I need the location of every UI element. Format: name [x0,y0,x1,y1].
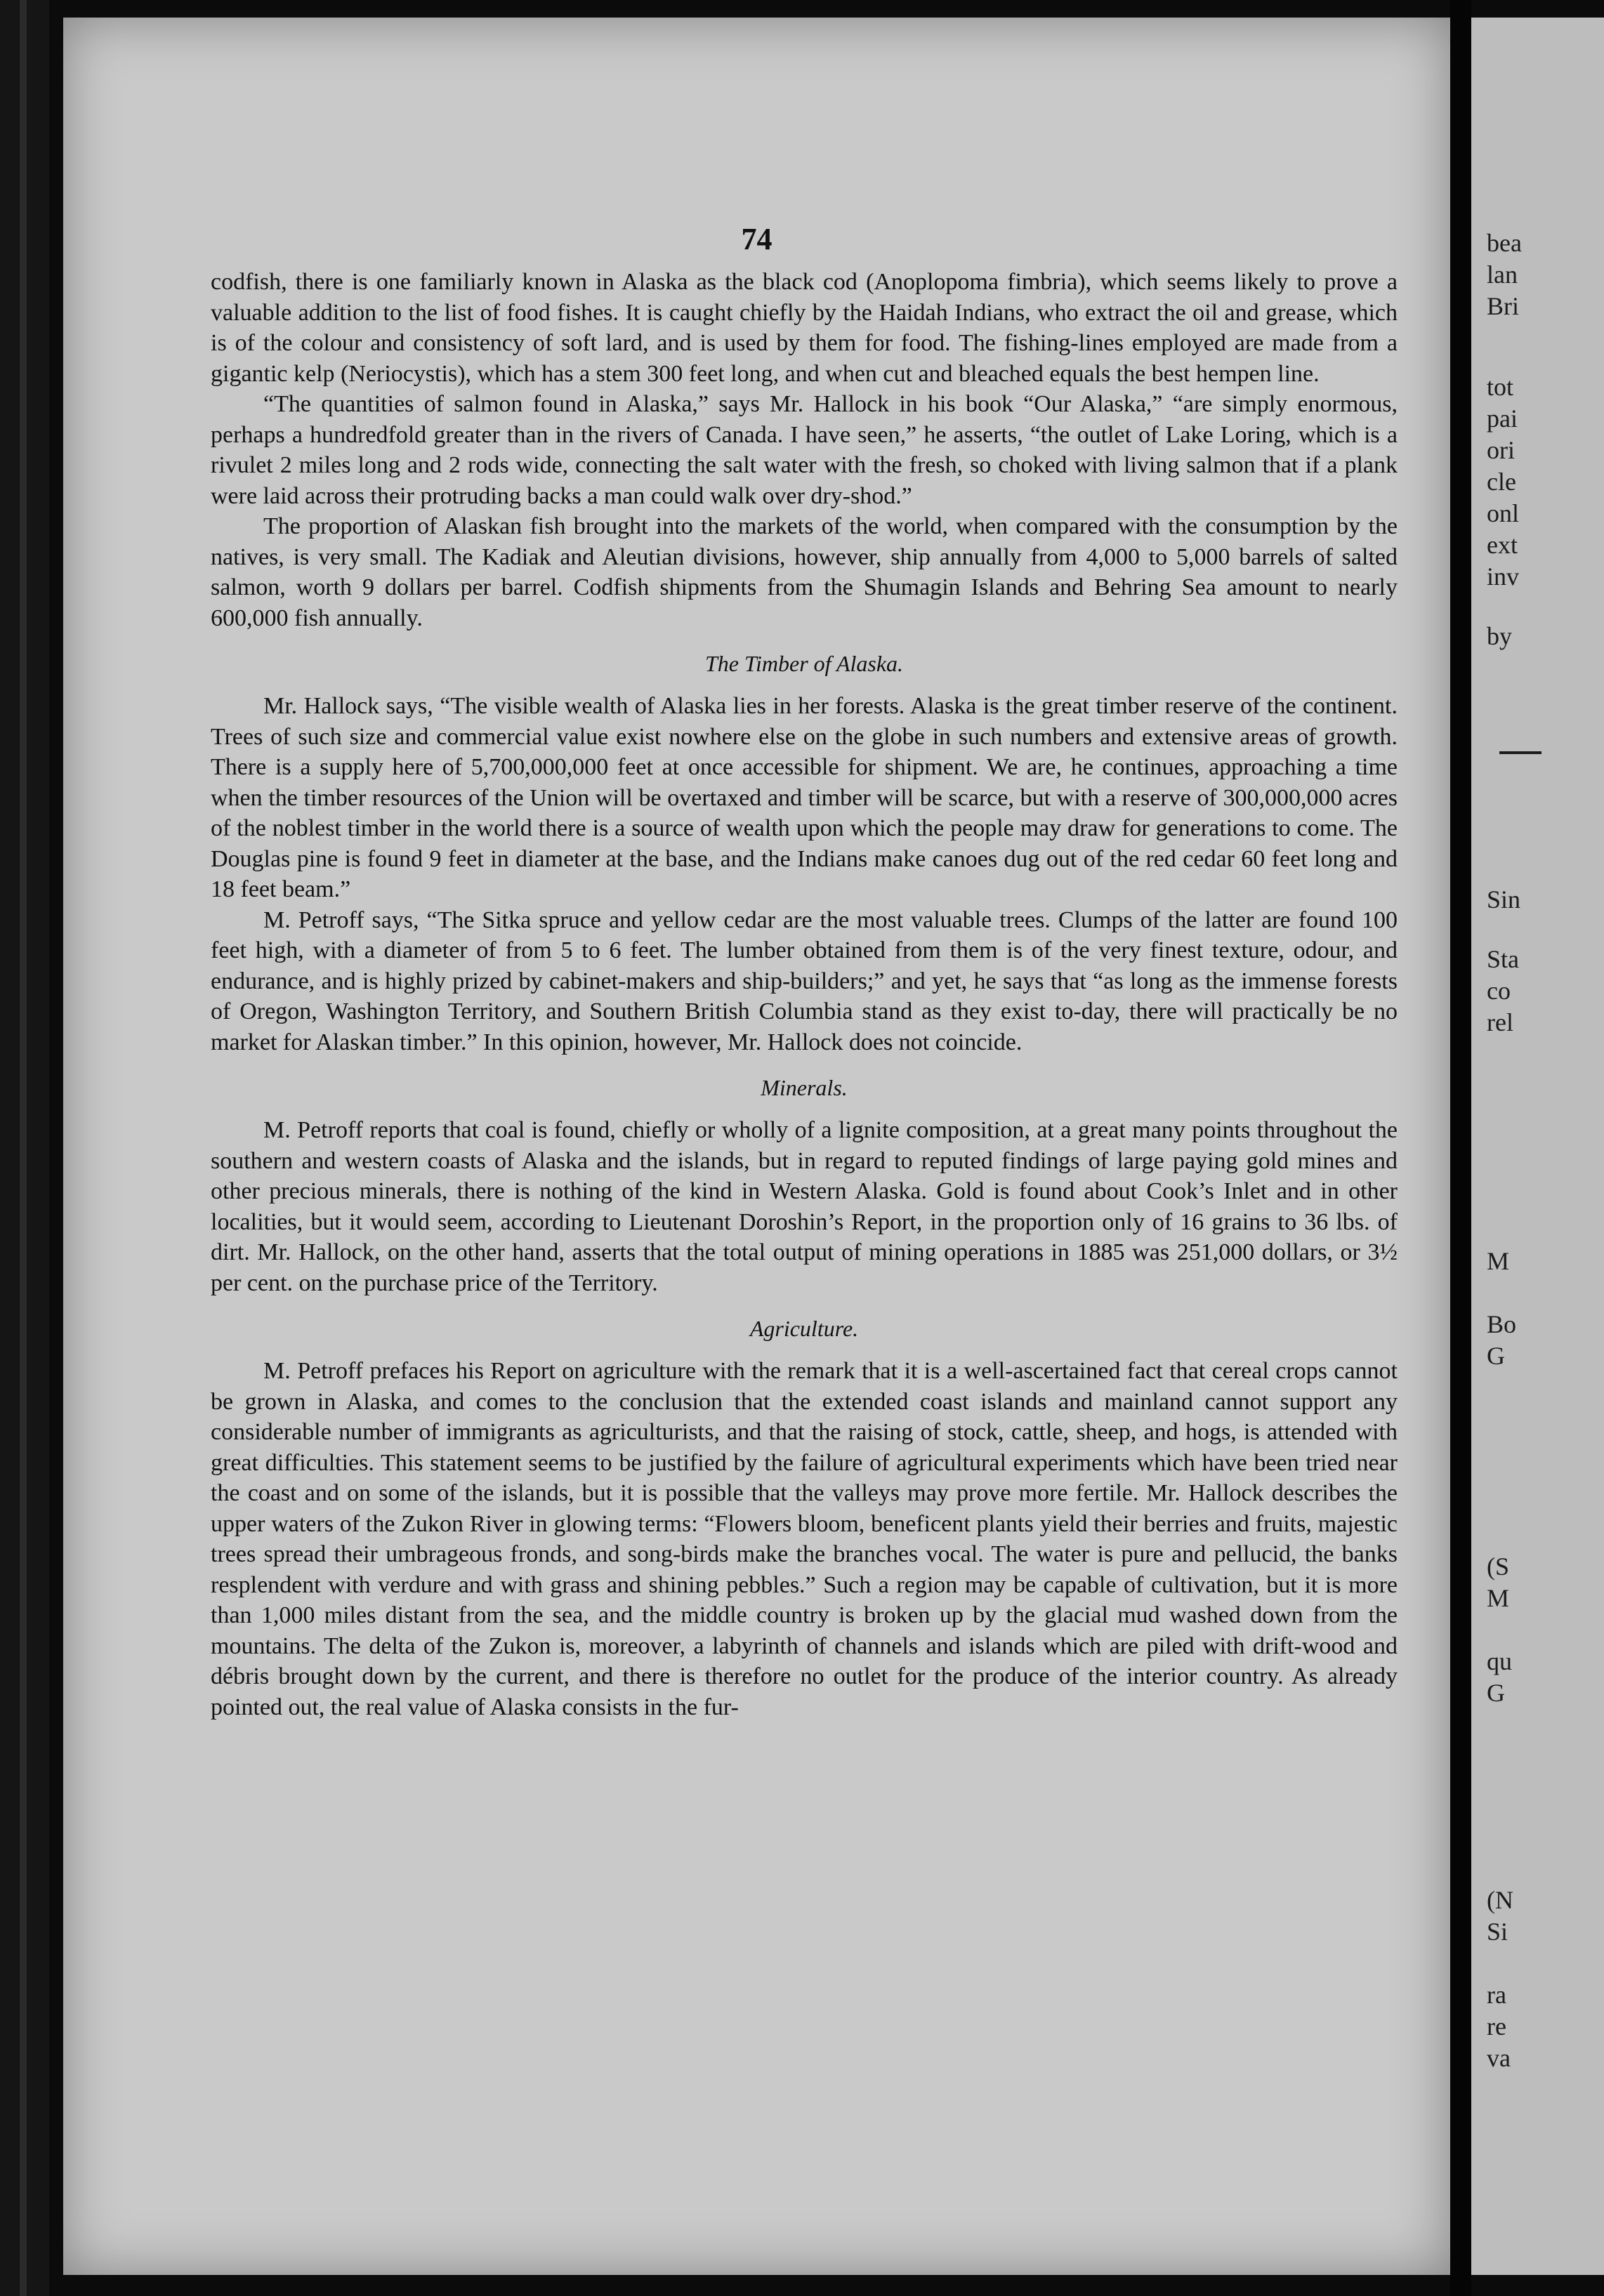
facing-fragment: M [1487,1247,1510,1275]
facing-fragment: va [1487,2044,1511,2072]
facing-fragment: ori [1487,436,1515,464]
section-minerals [211,1073,1398,1298]
section-agriculture [211,1314,1398,1722]
page-number: 74 [741,222,773,256]
paragraph: M. Petroff reports that coal is found, chiefly or wholly of a lignite composition, at a great many points throughout the southern and western coasts of Alaska and the islands, but in regard to reputed findings of large paying gold mines and other precious minerals, there is nothing of the kind in Western Alaska. Gold is found about Cook’s Inlet and in other localities, but it would seem, according to Lieutenant Doroshin’s Report, in the proportion only of 16 grains to 36 lbs. of dirt. Mr. Hallock, on the other hand, asserts that the total output of mining operations in 1885 was 251,000 dollars, or 3½ per cent. on the purchase price of the Territory. [211,1117,1398,1296]
section-heading: Minerals. [761,1075,848,1100]
facing-fragment: Si [1487,1918,1508,1946]
section-heading: The Timber of Alaska. [704,651,904,676]
facing-fragment: G [1487,1679,1505,1707]
section-fish [211,267,1398,633]
paragraph: The proportion of Alaskan fish brought into the markets of the world, when compared with the consumption by the natives, is very small. The Kadiak and Aleutian divisions, however, ship annually from 4,000 to 5,000 barrels of salted salmon, worth 9 dollars per barrel. Codfish shipments from the Shumagin Islands and Behring Sea amount to nearly 600,000 fish annually. [211,513,1398,631]
facing-fragment: onl [1487,499,1520,527]
facing-fragment: G [1487,1342,1505,1370]
facing-fragment: cle [1487,468,1516,496]
facing-fragment: Bri [1487,292,1520,320]
facing-fragment: M [1487,1584,1510,1612]
paragraph: codfish, there is one familiarly known in Alaska as the black cod (Anoplopoma fimbria), which seems likely to prove a valuable addition to the list of food fishes. It is caught chiefly by the Haidah Indians, who extract the oil and grease, which is of the colour and consistency of soft lard, and is used by them for food. The fishing-lines employed are made from a gigantic kelp (Neriocystis), which has a stem 300 feet long, and when cut and bleached equals the best hempen line. [211,269,1398,387]
section-timber [211,649,1398,1057]
facing-fragment: co [1487,977,1511,1005]
facing-fragment: (N [1487,1886,1513,1914]
facing-fragment: re [1487,2012,1506,2040]
section-heading: Agriculture. [749,1316,859,1341]
facing-rule [1499,751,1541,754]
facing-fragment: Sin [1487,885,1521,913]
facing-fragment: (S [1487,1552,1510,1581]
facing-fragment: lan [1487,260,1518,289]
paragraph: “The quantities of salmon found in Alaska,” says Mr. Hallock in his book “Our Alaska,” “are simply enormous, perhaps a hundredfold greater than in the rivers of Canada. I have seen,” he asserts, “the outlet of Lake Loring, which is a rivulet 2 miles long and 2 rods wide, connecting the salt water with the fresh, so choked with living salmon that if a plank were laid across their protruding backs a man could walk over dry-shod.” [211,391,1398,509]
paragraph: M. Petroff prefaces his Report on agriculture with the remark that it is a well-ascertained fact that cereal crops cannot be grown in Alaska, and comes to the conclusion that the extended coast islands and mainland cannot support any considerable number of immigrants as agriculturists, and that the raising of stock, cattle, sheep, and hogs, is attended with great difficulties. This statement seems to be justified by the failure of agricultural experiments which have been tried near the coast and on some of the islands, but it is possible that the valleys may prove more fertile. Mr. Hallock describes the upper waters of the Zukon River in glowing terms: “Flowers bloom, beneficent plants yield their berries and fruits, majestic trees spread their umbrageous fronds, and song-birds make the branches vocal. The water is pure and pellucid, the banks resplendent with verdure and with grass and shining pebbles.” Such a region may be capable of cultivation, but it is more than 1,000 miles distant from the sea, and the middle country is broken up by the glacial mud washed down from the mountains. The delta of the Zukon is, moreover, a labyrinth of channels and islands which are piled with drift-wood and débris brought down by the current, and there is therefore no outlet for the produce of the interior country. As already pointed out, the real value of Alaska consists in the fur- [211,1358,1398,1720]
page-body [211,267,1398,1722]
facing-page-edge [1471,18,1604,2275]
document-page [63,18,1450,2275]
facing-fragment: inv [1487,562,1520,591]
facing-fragment: pai [1487,404,1518,433]
facing-fragment: ra [1487,1981,1506,2009]
scan-left-edge [0,0,49,2296]
paragraph: M. Petroff says, “The Sitka spruce and yellow cedar are the most valuable trees. Clumps of the latter are found 100 feet high, with a diameter of from 5 to 6 feet. The lumber obtained from them is of the very finest texture, odour, and endurance, and is highly prized by cabinet-makers and ship-builders;” and yet, he says that “as long as the immense forests of Oregon, Washington Territory, and Southern British Columbia stand as they exist to-day, there will practically be no market for Alaskan timber.” In this opinion, however, Mr. Hallock does not coincide. [211,906,1398,1055]
facing-fragment: by [1487,622,1512,650]
facing-fragment: bea [1487,229,1522,257]
facing-fragment: tot [1487,373,1514,401]
facing-fragment: ext [1487,531,1518,559]
page-gutter [1450,0,1471,2296]
facing-fragment: Sta [1487,945,1520,973]
paragraph: Mr. Hallock says, “The visible wealth of Alaska lies in her forests. Alaska is the great timber reserve of the continent. Trees of such size and commercial value exist nowhere else on the globe in such numbers and extensive areas of growth. There is a supply here of 5,700,000,000 feet at once accessible for shipment. We are, he continues, approaching a time when the timber resources of the Union will be overtaxed and timber will be scarce, but with a reserve of 300,000,000 acres of the noblest timber in the world there is a source of wealth upon which the people may draw for generations to come. The Douglas pine is found 9 feet in diameter at the base, and the Indians make canoes dug out of the red cedar 60 feet long and 18 feet beam.” [211,693,1398,902]
facing-fragment: qu [1487,1647,1512,1675]
facing-fragment: Bo [1487,1310,1517,1338]
facing-fragment: rel [1487,1008,1513,1036]
